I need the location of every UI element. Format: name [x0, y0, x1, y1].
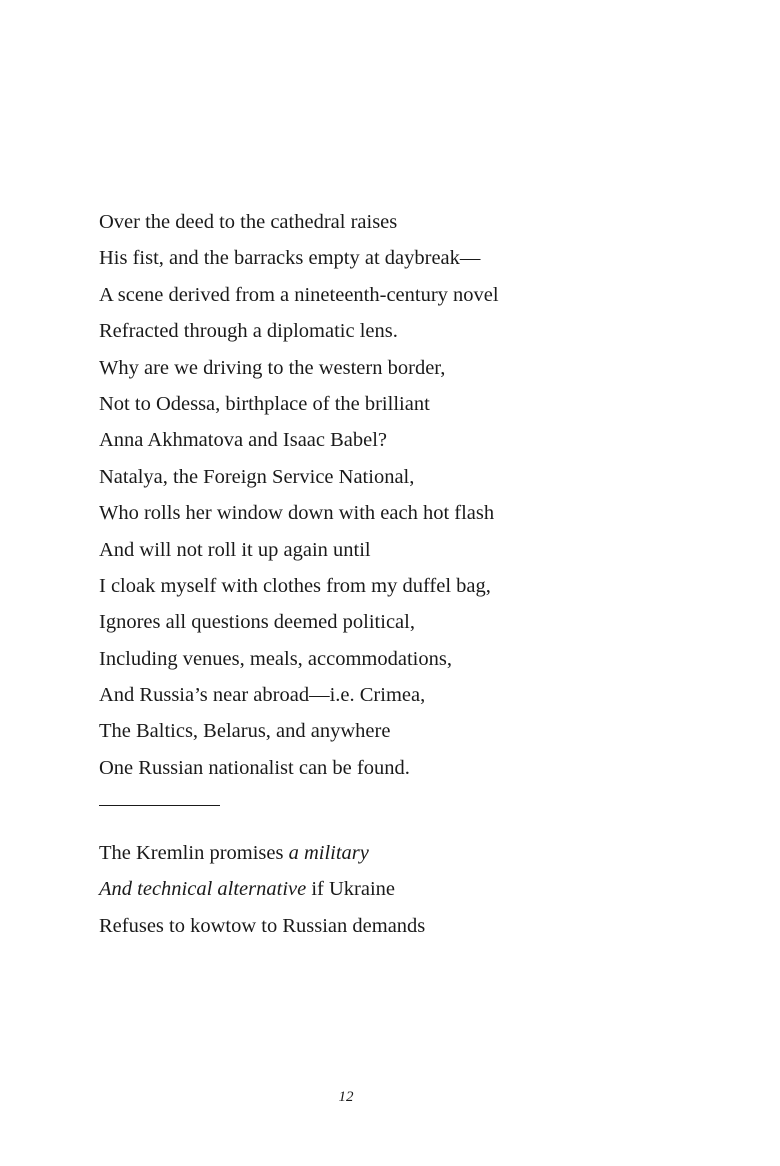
poem-line: Over the deed to the cathedral raises	[99, 211, 398, 233]
poem-line: Refuses to kowtow to Russian demands	[99, 914, 426, 937]
poem-line: Refracted through a diplomatic lens.	[99, 320, 398, 343]
line-roman-text: The Kremlin promises	[99, 842, 289, 864]
poem-line	[99, 871, 425, 907]
poem-line: Why are we driving to the western border,	[99, 356, 446, 379]
poem-line: And will not roll it up again until	[99, 538, 371, 561]
poem-line: A scene derived from a nineteenth-century novel	[99, 283, 499, 306]
poem-line: And Russia’s near abroad—i.e. Crimea,	[99, 684, 426, 707]
poem-line	[99, 835, 425, 871]
poem-line: One Russian nationalist can be found.	[99, 756, 410, 779]
poem-line: Ignores all questions deemed political,	[99, 611, 415, 634]
poem-line: His fist, and the barracks empty at daybreak—	[99, 247, 481, 270]
line-italic-text: And technical alternative	[99, 878, 307, 901]
page-number: 12	[338, 1089, 354, 1105]
poem-stanza-2	[99, 835, 425, 944]
poem-line: I cloak myself with clothes from my duffel bag,	[99, 574, 491, 597]
poem-line: Natalya, the Foreign Service National,	[99, 465, 415, 488]
poem-line: Anna Akhmatova and Isaac Babel?	[99, 429, 388, 452]
poem-stanza-1	[99, 204, 499, 786]
poem-line: Who rolls her window down with each hot flash	[99, 502, 495, 525]
poem-line: The Baltics, Belarus, and anywhere	[99, 720, 391, 743]
poem-line: Including venues, meals, accommodations,	[99, 647, 452, 670]
poem-line: Not to Odessa, birthplace of the brilliant	[99, 392, 430, 415]
line-roman-text: if Ukraine	[306, 878, 396, 901]
line-italic-text: a military	[288, 842, 369, 864]
section-divider	[99, 805, 220, 806]
